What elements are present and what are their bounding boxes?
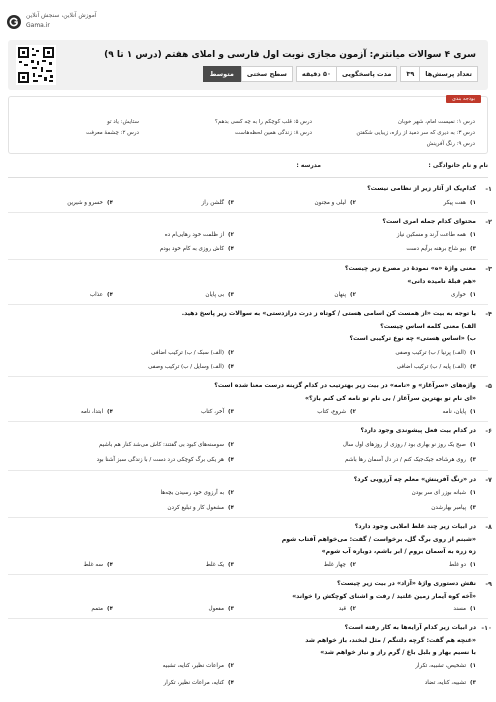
syllabus-item: درس ۹: رنگ آفرینش: [426, 141, 475, 147]
question-quote: با نسیم بهار و بلبل باغ / گرم راز و نیاز خواهم شد»: [320, 649, 476, 656]
question-text: کدام‌یک از آثار زیر از نظامی نیست؟: [367, 185, 476, 192]
question-number: ۵-: [485, 382, 492, 390]
answer-option[interactable]: ۴)ابتدا، نامه: [80, 409, 113, 415]
answer-option[interactable]: ۲)به آرزوی خود رسیدن بچه‌ها: [160, 490, 234, 496]
question-quote: «هم قبلهٔ نامیده دانی»: [407, 278, 476, 285]
question-divider: [8, 618, 488, 619]
question-number: ۱-: [485, 185, 492, 193]
question-text: محتوای کدام جمله امری است؟: [382, 218, 476, 225]
answer-option[interactable]: ۱)تشخیص، تشبیه، تکرار: [415, 663, 476, 669]
question-text: در ابیات زیر کدام آرایه‌ها به کار رفته است؟: [344, 624, 476, 631]
question-divider: [8, 212, 488, 213]
stat-duration-label: مدت پاسخگویی: [336, 66, 397, 82]
brand-logo[interactable]: [6, 12, 97, 32]
exam-info-panel: [8, 40, 488, 90]
answer-option[interactable]: ۳)آخر، کتاب: [201, 409, 234, 415]
stat-questions-value: ۳۹: [400, 66, 419, 82]
answer-option[interactable]: ۴)عذاب: [89, 292, 113, 298]
question-divider: [8, 470, 488, 471]
answer-option[interactable]: ۲)چهار غلط: [323, 562, 356, 568]
exam-stats: [203, 66, 478, 82]
answer-option[interactable]: ۳)گلشن راز: [201, 200, 234, 206]
question-subpart: الف) معنی کلمه اساس چیست؟: [380, 323, 476, 330]
answer-option[interactable]: ۲)سوسنه‌های کبود بی گفتند: کاش می‌شد کنار هم باشیم: [98, 442, 234, 448]
question-divider: [8, 259, 488, 260]
question-divider: [8, 421, 488, 422]
answer-option[interactable]: ۴)کاش روزی به کام خود بودم: [159, 246, 234, 252]
answer-option[interactable]: ۲)از ظلمت خود رهایی‌ام ده: [164, 232, 234, 238]
answer-option[interactable]: ۴)خسرو و شیرین: [67, 200, 113, 206]
question-divider: [8, 304, 488, 305]
answer-option[interactable]: ۱)هفت پیکر: [443, 200, 476, 206]
answer-option[interactable]: ۱)شبانه بوزر ای سر بودن: [411, 490, 476, 496]
syllabus-item: ستایش: یاد تو: [107, 119, 139, 125]
question-number: ۲-: [485, 218, 492, 226]
answer-option[interactable]: ۱)مسند: [453, 606, 476, 612]
brand-tagline: آموزش آنلاین، سنجش آنلاین: [26, 12, 97, 19]
question-text: با توجه به بیت «از همست کن اسامی هستی / کوتاه ز درت درازدستی» به سوالات زیر پاسخ دهید.: [181, 310, 476, 317]
question-subpart: ب) «اساس هستی» چه نوع ترکیبی است؟: [349, 335, 476, 342]
answer-option[interactable]: ۳)پیامبر بهارشدن: [431, 505, 476, 511]
answer-option[interactable]: ۱)پایان، نامه: [442, 409, 476, 415]
student-name-field[interactable]: نام و نام خانوادگی :: [428, 162, 488, 169]
answer-option[interactable]: ۳)یک غلط: [205, 562, 234, 568]
stat-duration-value: ۵۰ دقیقه: [296, 66, 336, 82]
syllabus-item: درس ۸: زندگی همین لحظه‌هاست: [234, 130, 312, 136]
top-header: [0, 0, 496, 40]
answer-option[interactable]: ۱)دو غلط: [448, 562, 476, 568]
answer-option[interactable]: ۲)پنهان: [334, 292, 356, 298]
syllabus-item: درس ۱: نمیست امام، شهر خوبان: [397, 119, 475, 125]
answer-option[interactable]: ۳)روی هرشاخه جیک‌جیک کنم / در دل آسمان رها باشم: [345, 457, 476, 463]
answer-option[interactable]: ۳)بیو شاخ برهنه برآیم دست: [406, 246, 476, 252]
question-divider: [8, 376, 488, 377]
question-number: ۱۰-: [481, 624, 492, 632]
brand-domain: Gama.ir: [26, 22, 50, 29]
question-text: در ابیات زیر چند غلط املایی وجود دارد؟: [354, 523, 476, 530]
question-quote: زه زره به آسمان بروم / ابر باشم، دوباره آب شوم»: [321, 548, 476, 555]
answer-option[interactable]: ۱)صبح یک روز نو بهاری بود / روزی از روزهای اول سال: [342, 442, 476, 448]
question-text: در «رنگ آفرینش» معلم چه آرزویی کرد؟: [353, 476, 476, 483]
answer-option[interactable]: ۳)تشبیه، کنایه، تضاد: [424, 680, 476, 686]
answer-option[interactable]: ۱)(الف) پرنیا / ب) ترکیب وصفی: [395, 350, 476, 356]
question-text: معنی واژهٔ «ه» نمودهٔ در مصرع زیر چیست؟: [344, 265, 476, 272]
question-number: ۸-: [485, 523, 492, 531]
answer-option[interactable]: ۳)بی پایان: [205, 292, 234, 298]
stat-questions-label: تعداد پرسش‌ها: [419, 66, 478, 82]
answer-option[interactable]: ۲)شروع، کتاب: [317, 409, 356, 415]
answer-option[interactable]: ۴)کنایه، مراعات نظیر، تکرار: [163, 680, 234, 686]
question-number: ۳-: [485, 265, 492, 273]
syllabus-item: درس ۵: قلب کوچکم را به چه کسی بدهم؟: [214, 119, 312, 125]
question-number: ۶-: [485, 427, 492, 435]
question-text: واژه‌های «سرآغاز» و «نامه» در بیت زیر بهترتیب در کدام گزینه درست معنا شده است؟: [214, 382, 476, 389]
stat-difficulty-label: سطح سختی: [241, 66, 293, 82]
answer-option[interactable]: ۲)مراعات نظیر، کنایه، تشبیه: [162, 663, 234, 669]
answer-option[interactable]: ۲)قید: [338, 606, 356, 612]
divider: [8, 177, 488, 178]
answer-option[interactable]: ۳)(الف) پایه / ب) ترکیب اضافی: [396, 364, 476, 370]
question-quote: «غنچه هم گفت: گرچه دلتنگم / مثل لبخند، باز خواهم شد: [305, 637, 476, 644]
qr-code-icon: [16, 45, 56, 85]
question-text: در کدام بیت فعل پیشوندی وجود دارد؟: [360, 427, 476, 434]
answer-option[interactable]: ۴)هر یکی برگ کوچکی درد دست / با زندگی سبز آشنا بود: [96, 457, 234, 463]
answer-option[interactable]: ۴)(الف) وسایل / ب) ترکیب وصفی: [148, 364, 234, 370]
exam-title: سری ۴ سوالات میانترم: آزمون مجازی نوبت اول فارسی و املای هفتم (درس ۱ تا ۹): [104, 50, 476, 60]
syllabus-item: درس ۲: چشمهٔ معرفت: [86, 130, 139, 136]
answer-option[interactable]: ۲)لیلی و مجنون: [314, 200, 356, 206]
question-number: ۹-: [485, 580, 492, 588]
question-text: نقش دستوری واژهٔ «آزاد» در بیت زیر چیست؟: [337, 580, 476, 587]
syllabus-tag: بودجه بندی: [446, 95, 481, 103]
answer-option[interactable]: ۲)(الف) سبک / ب) ترکیب اضافی: [151, 350, 234, 356]
question-divider: [8, 517, 488, 518]
answer-option[interactable]: ۴)متمم: [91, 606, 113, 612]
question-quote: «ای نام تو بهترین سرآغاز / بی نام تو نامه کی کنم باز؟»: [305, 395, 476, 402]
question-number: ۷-: [485, 476, 492, 484]
question-quote: «شبنم از روی برگ گل، برخواست / گفت: می‌خواهم آفتاب شوم: [281, 536, 476, 543]
question-number: ۴-: [485, 310, 492, 318]
answer-option[interactable]: ۳)مفعول: [208, 606, 234, 612]
syllabus-item: درس ۳: به‌ دیری که سر دمید از رازه، ‌زیبایی شکفتن: [356, 130, 475, 136]
answer-option[interactable]: ۱)همه طاعت آرند و مسکین نیاز: [396, 232, 476, 238]
school-field[interactable]: مدرسه :: [296, 162, 321, 169]
syllabus-box: [8, 96, 488, 154]
question-divider: [8, 574, 488, 575]
gama-logo-icon: [6, 14, 22, 30]
answer-option[interactable]: ۴)مشغول کار و تبلیغ کردن: [167, 505, 234, 511]
stat-difficulty-value: متوسط: [203, 66, 241, 82]
answer-option[interactable]: ۱)خواری: [451, 292, 476, 298]
answer-option[interactable]: ۴)سه غلط: [83, 562, 113, 568]
question-quote: «آخه کوه آیمار زمین غلتید / رفت و اشنای کوچکش را خواند»: [292, 593, 476, 600]
